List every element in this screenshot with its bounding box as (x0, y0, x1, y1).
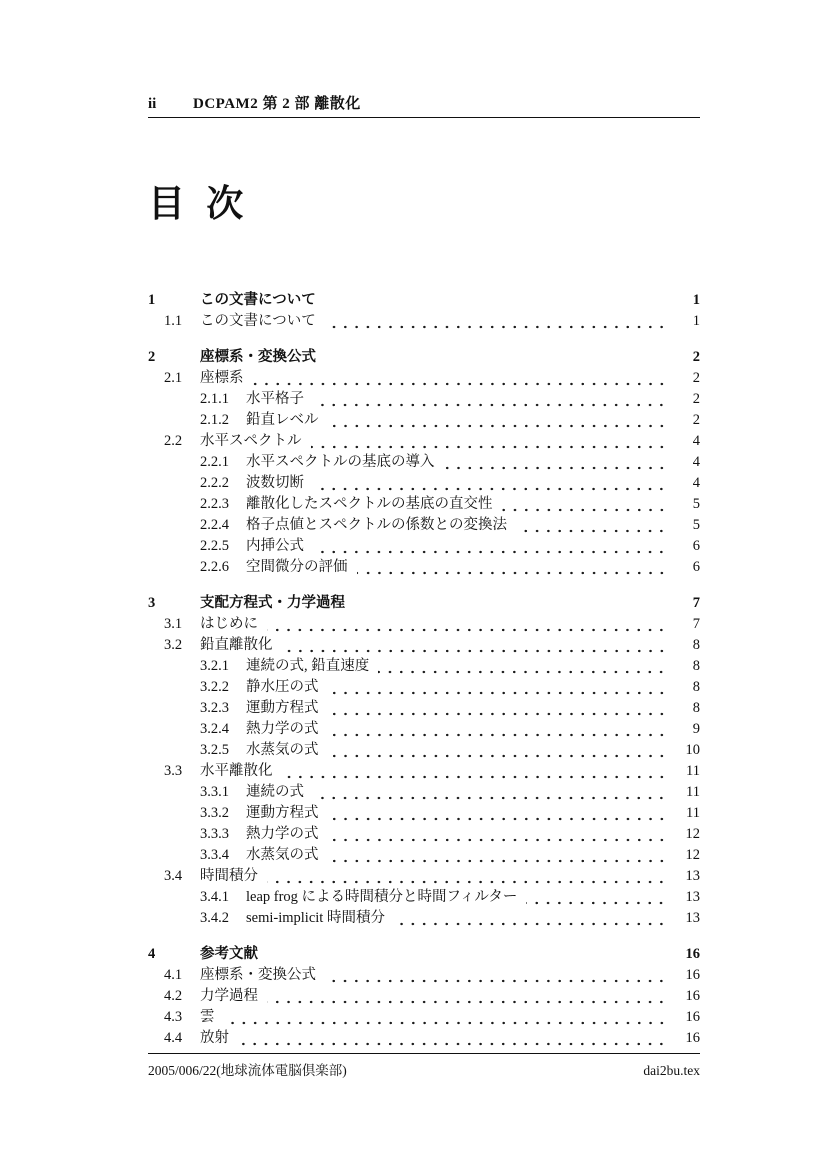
toc-dot-leader (224, 1021, 668, 1025)
toc-entry-page: 4 (692, 454, 700, 470)
toc-row-section (148, 1028, 700, 1049)
toc-entry-number: 2.2.3 (200, 496, 229, 512)
toc-entry-title: 離散化したスペクトルの基底の直交性 (246, 496, 493, 512)
toc-entry-title: 放射 (200, 1030, 229, 1046)
toc-row-section (148, 698, 700, 719)
toc-row-section (148, 887, 700, 908)
toc-entry-title: 連続の式, 鉛直速度 (246, 658, 370, 674)
toc-entry-number: 2.2.2 (200, 475, 229, 491)
toc-entry-page: 8 (692, 658, 700, 674)
toc-entry-page: 2 (692, 370, 700, 386)
toc-entry-title: 熱力学の式 (246, 721, 319, 737)
toc-entry-number: 4.4 (164, 1030, 183, 1046)
toc-row-chapter (148, 593, 700, 614)
toc-entry-page: 13 (685, 868, 700, 884)
toc-row-section (148, 410, 700, 431)
toc-entry-title: 格子点値とスペクトルの係数との変換法 (246, 517, 507, 533)
toc-entry-title: 座標系・変換公式 (200, 349, 316, 365)
toc-entry-number: 4.3 (164, 1009, 183, 1025)
toc-entry-page: 6 (692, 559, 700, 575)
toc-entry-number: 2.2.6 (200, 559, 229, 575)
toc-entry-title: 鉛直離散化 (200, 637, 273, 653)
toc-dot-leader (267, 880, 667, 884)
toc-entry-number: 2 (148, 349, 156, 365)
toc-entry-title: 力学過程 (200, 988, 258, 1004)
toc-entry-number: 3.3.4 (200, 847, 229, 863)
toc-entry-number: 3.2.5 (200, 742, 229, 758)
toc-dot-leader (325, 304, 667, 308)
toc-entry-page: 16 (685, 1009, 700, 1025)
toc-row-section (148, 986, 700, 1007)
header-running-title: DCPAM2 第 2 部 離散化 (193, 96, 361, 112)
toc-dot-leader (516, 529, 667, 533)
toc-entry-page: 13 (685, 889, 700, 905)
toc-row-section (148, 965, 700, 986)
toc-entry-title: 連続の式 (246, 784, 304, 800)
toc-entry-number: 3.4.1 (200, 889, 229, 905)
toc-row-section (148, 908, 700, 929)
toc-entry-number: 4 (148, 946, 156, 962)
toc-entry-page: 12 (685, 826, 700, 842)
toc-entry-title: この文書について (200, 313, 316, 329)
toc-entry-page: 8 (692, 700, 700, 716)
toc-dot-leader (325, 361, 667, 365)
toc-entry-title: 水蒸気の式 (246, 742, 319, 758)
toc-entry-page: 2 (692, 391, 700, 407)
toc-dot-leader (253, 382, 668, 386)
toc-dot-leader (267, 1000, 667, 1004)
page-title: 目 次 (148, 184, 250, 225)
toc-entry-title: 運動方程式 (246, 700, 319, 716)
toc-entry-number: 3.3 (164, 763, 183, 779)
toc-entry-number: 3.2.2 (200, 679, 229, 695)
header-page-number: ii (148, 96, 157, 112)
toc-row-section (148, 494, 700, 515)
toc-entry-page: 11 (686, 784, 700, 800)
toc-entry-number: 3.3.3 (200, 826, 229, 842)
toc-entry-number: 3.2 (164, 637, 183, 653)
toc-entry-page: 2 (692, 349, 700, 365)
toc-row-section (148, 782, 700, 803)
footer-date-credit: 2005/006/22(地球流体電脳倶楽部) (148, 1063, 347, 1078)
toc-entry-page: 7 (692, 595, 700, 611)
toc-row-section (148, 824, 700, 845)
toc-entry-title: 波数切断 (246, 475, 304, 491)
toc-row-section (148, 719, 700, 740)
toc-row-section (148, 452, 700, 473)
toc-entry-number: 3.4 (164, 868, 183, 884)
toc-row-section (148, 845, 700, 866)
toc-entry-title: 水平離散化 (200, 763, 273, 779)
toc-entry-page: 1 (692, 313, 700, 329)
toc-entry-number: 2.2.1 (200, 454, 229, 470)
toc-entry-number: 3 (148, 595, 156, 611)
toc-entry-number: 2.2.4 (200, 517, 229, 533)
toc-entry-number: 4.1 (164, 967, 183, 983)
toc-dot-leader (282, 775, 668, 779)
toc-entry-number: 3.2.4 (200, 721, 229, 737)
toc-entry-number: 3.3.2 (200, 805, 229, 821)
toc-entry-title: この文書について (200, 292, 316, 308)
toc-dot-leader (526, 901, 667, 905)
toc-entry-page: 11 (686, 763, 700, 779)
toc-entry-title: 水平スペクトル (200, 433, 302, 449)
toc-row-section (148, 431, 700, 452)
toc-entry-page: 12 (685, 847, 700, 863)
toc-dot-leader (328, 691, 668, 695)
toc-row-chapter (148, 944, 700, 965)
toc-entry-page: 2 (692, 412, 700, 428)
toc-entry-page: 16 (685, 946, 700, 962)
toc-entry-page: 4 (692, 475, 700, 491)
toc-dot-leader (311, 445, 668, 449)
toc-dot-leader (328, 754, 668, 758)
toc-row-section (148, 557, 700, 578)
toc-entry-number: 3.2.3 (200, 700, 229, 716)
toc-entry-title: はじめに (200, 616, 258, 632)
toc-entry-number: 4.2 (164, 988, 183, 1004)
toc-row-section (148, 866, 700, 887)
toc-row-chapter (148, 347, 700, 368)
toc-entry-number: 2.2 (164, 433, 183, 449)
toc-entry-page: 16 (685, 988, 700, 1004)
toc-entry-number: 2.1.1 (200, 391, 229, 407)
toc-row-section (148, 1007, 700, 1028)
toc-entry-page: 11 (686, 805, 700, 821)
toc-entry-page: 13 (685, 910, 700, 926)
toc-row-section (148, 761, 700, 782)
toc-entry-title: 運動方程式 (246, 805, 319, 821)
toc-dot-leader (328, 859, 668, 863)
toc-entry-title: 参考文献 (200, 946, 258, 962)
toc-dot-leader (313, 550, 667, 554)
toc-dot-leader (502, 508, 668, 512)
toc-row-section (148, 635, 700, 656)
toc-dot-leader (328, 838, 668, 842)
toc-entry-number: 2.1.2 (200, 412, 229, 428)
toc (148, 290, 700, 1049)
toc-entry-number: 3.4.2 (200, 910, 229, 926)
toc-row-section (148, 515, 700, 536)
toc-dot-leader (325, 979, 667, 983)
toc-dot-leader (325, 325, 667, 329)
toc-entry-title: 座標系 (200, 370, 244, 386)
toc-entry-page: 16 (685, 967, 700, 983)
toc-entry-page: 16 (685, 1030, 700, 1046)
toc-dot-leader (394, 922, 667, 926)
toc-entry-title: 水蒸気の式 (246, 847, 319, 863)
toc-dot-leader (313, 403, 667, 407)
toc-dot-leader (328, 424, 668, 428)
toc-row-section (148, 656, 700, 677)
toc-dot-leader (357, 571, 668, 575)
toc-entry-title: 雲 (200, 1009, 215, 1025)
toc-dot-leader (313, 487, 667, 491)
toc-entry-page: 1 (692, 292, 700, 308)
toc-row-section (148, 368, 700, 389)
toc-row-chapter (148, 290, 700, 311)
toc-entry-page: 4 (692, 433, 700, 449)
toc-entry-title: 空間微分の評価 (246, 559, 348, 575)
toc-row-section (148, 677, 700, 698)
toc-dot-leader (282, 649, 668, 653)
toc-entry-number: 1 (148, 292, 156, 308)
toc-entry-number: 3.2.1 (200, 658, 229, 674)
toc-entry-page: 7 (692, 616, 700, 632)
running-header (148, 92, 700, 118)
toc-entry-title: 座標系・変換公式 (200, 967, 316, 983)
toc-entry-page: 9 (692, 721, 700, 737)
toc-entry-page: 10 (685, 742, 700, 758)
toc-entry-page: 5 (692, 517, 700, 533)
toc-dot-leader (328, 817, 668, 821)
toc-entry-page: 6 (692, 538, 700, 554)
toc-row-section (148, 803, 700, 824)
toc-entry-number: 2.1 (164, 370, 183, 386)
toc-dot-leader (313, 796, 667, 800)
toc-entry-title: 水平スペクトルの基底の導入 (246, 454, 435, 470)
toc-entry-page: 5 (692, 496, 700, 512)
toc-row-section (148, 473, 700, 494)
toc-dot-leader (328, 712, 668, 716)
toc-entry-title: 時間積分 (200, 868, 258, 884)
toc-dot-leader (238, 1042, 667, 1046)
toc-dot-leader (328, 733, 668, 737)
toc-dot-leader (354, 607, 667, 611)
toc-row-section (148, 614, 700, 635)
toc-dot-leader (444, 466, 668, 470)
toc-entry-number: 1.1 (164, 313, 183, 329)
toc-row-section (148, 740, 700, 761)
toc-row-section (148, 311, 700, 332)
toc-entry-title: leap frog による時間積分と時間フィルター (246, 889, 518, 905)
toc-entry-number: 3.1 (164, 616, 183, 632)
toc-entry-title: 内挿公式 (246, 538, 304, 554)
page-footer (148, 1053, 700, 1079)
toc-row-section (148, 536, 700, 557)
toc-entry-title: 静水圧の式 (246, 679, 319, 695)
toc-row-section (148, 389, 700, 410)
toc-dot-leader (378, 670, 667, 674)
toc-entry-title: semi-implicit 時間積分 (246, 910, 385, 926)
toc-entry-title: 熱力学の式 (246, 826, 319, 842)
toc-entry-page: 8 (692, 679, 700, 695)
toc-entry-title: 支配方程式・力学過程 (200, 595, 345, 611)
toc-entry-title: 鉛直レベル (246, 412, 319, 428)
toc-entry-page: 8 (692, 637, 700, 653)
toc-entry-number: 2.2.5 (200, 538, 229, 554)
footer-filename: dai2bu.tex (643, 1063, 700, 1078)
toc-entry-title: 水平格子 (246, 391, 304, 407)
toc-dot-leader (267, 628, 667, 632)
toc-entry-number: 3.3.1 (200, 784, 229, 800)
toc-dot-leader (267, 958, 667, 962)
